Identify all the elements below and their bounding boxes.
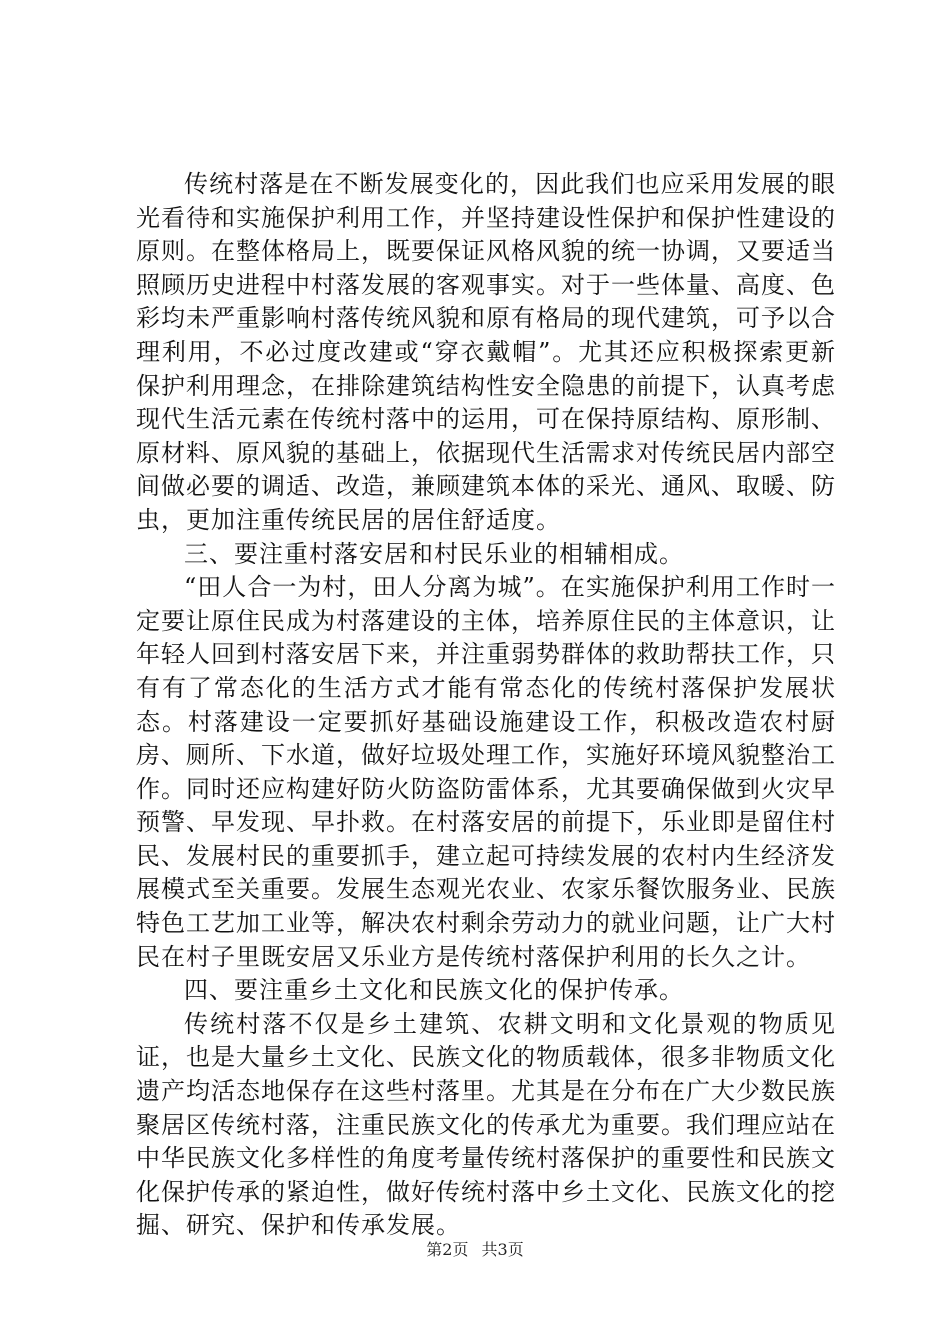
page-number: 第2页 xyxy=(426,1240,469,1259)
section-heading-4: 四、要注重乡土文化和民族文化的保护传承。 xyxy=(184,976,684,1005)
paragraph-3: 传统村落不仅是乡土建筑、农耕文明和文化景观的物质见证，也是大量乡土文化、民族文化的物质载体，很多非物质文化遗产均活态地保存在这些村落里。尤其是在分布在广大少数民族聚居区传统村落，注重民族文化的传承尤为重要。我们理应站在中华民族文化多样性的角度考量传统村落保护的重要性和民族文化保护传承的紧迫性，做好传统村落中乡土文化、民族文化的挖掘、研究、保护和传承发展。 xyxy=(136,1009,836,1240)
document-body xyxy=(136,168,836,1243)
page-total: 共3页 xyxy=(481,1240,524,1259)
section-heading-3: 三、要注重村落安居和村民乐业的相辅相成。 xyxy=(184,539,684,568)
paragraph-1: 传统村落是在不断发展变化的，因此我们也应采用发展的眼光看待和实施保护利用工作，并坚持建设性保护和保护性建设的原则。在整体格局上，既要保证风格风貌的统一协调，又要适当照顾历史进程中村落发展的客观事实。对于一些体量、高度、色彩均未严重影响村落传统风貌和原有格局的现代建筑，可予以合理利用，不必过度改建或“穿衣戴帽”。尤其还应积极探索更新保护利用理念，在排除建筑结构性安全隐患的前提下，认真考虑现代生活元素在传统村落中的运用，可在保持原结构、原形制、原材料、原风貌的基础上，依据现代生活需求对传统民居内部空间做必要的调适、改造，兼顾建筑本体的采光、通风、取暖、防虫，更加注重传统民居的居住舒适度。 xyxy=(136,170,836,534)
paragraph-2: “田人合一为村，田人分离为城”。在实施保护利用工作时一定要让原住民成为村落建设的主体，培养原住民的主体意识，让年轻人回到村落安居下来，并注重弱势群体的救助帮扶工作，只有有了常态化的生活方式才能有常态化的传统村落保护发展状态。村落建设一定要抓好基础设施建设工作，积极改造农村厨房、厕所、下水道，做好垃圾处理工作，实施好环境风貌整治工作。同时还应构建好防火防盗防雷体系，尤其要确保做到火灾早预警、早发现、早扑救。在村落安居的前提下，乐业即是留住村民、发展村民的重要抓手，建立起可持续发展的农村内生经济发展模式至关重要。发展生态观光农业、农家乐餐饮服务业、民族特色工艺加工业等，解决农村剩余劳动力的就业问题，让广大村民在村子里既安居又乐业方是传统村落保护利用的长久之计。 xyxy=(136,573,836,971)
page-footer xyxy=(0,1240,950,1260)
